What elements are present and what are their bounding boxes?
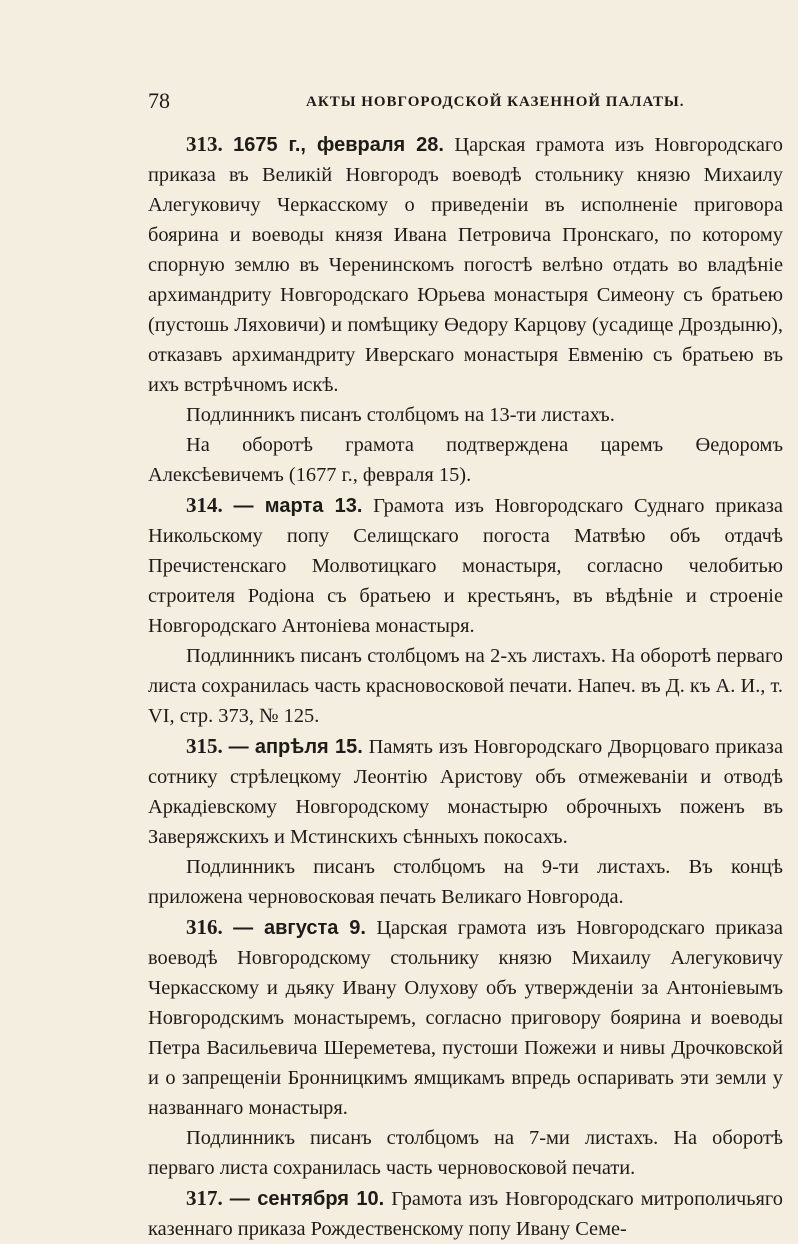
- entry-text: Царская грамота изъ Новгородскаго приказа въ Великій Новгородъ воеводѣ стольнику князю Михаилу Алегуковичу Черкасскому о приведеніи въ исполненіе приговора боярина и воеводы князя Ивана Петровича Пронскаго, по которому спорную землю въ Черенинскомъ погостѣ велѣно отдать во владѣніе архимандриту Новгородскаго Юрьева монастыря Симеону съ братьею (пустошь Ляховичи) и помѣщику Өедору Карцову (усадище Дроздыню), отказавъ архимандриту Иверскаго монастыря Евменію съ братьею въ ихъ встрѣчномъ искѣ.: [148, 134, 783, 396]
- entry-313-note-2: На оборотѣ грамота подтверждена царемъ Өедоромъ Алексѣевичемъ (1677 г., февраля 15).: [148, 434, 783, 486]
- entry-text: Царская грамота изъ Новгородскаго приказа воеводѣ Новгородскому стольнику князю Михаилу Алегуковичу Черкасскому и дьяку Ивану Олухову объ утвержденіи за Антоніевымъ Новгородскимъ монастыремъ, согласно приговору боярина и воеводы Петра Васильевича Шереметева, пустоши Пожежи и нивы Дрочковской и о запрещеніи Бронницкимъ ямщикамъ впредь оспаривать эти земли у названнаго монастыря.: [148, 917, 783, 1119]
- body-text: [148, 129, 783, 1244]
- entry-316: [148, 912, 783, 1123]
- running-title: АКТЫ НОВГОРОДСКОЙ КАЗЕННОЙ ПАЛАТЫ.: [306, 94, 685, 110]
- page-number: 78: [148, 88, 170, 113]
- entry-text: Грамота изъ Новгородскаго митрополичьяго казеннаго приказа Рождественскому попу Ивану Семе-: [148, 1188, 783, 1240]
- entry-text: Грамота изъ Новгородскаго Суднаго приказа Никольскому попу Селищскаго погоста Матвѣю объ отдачѣ Пречистенскаго Молвотицкаго монастыря, согласно челобитью строителя Родіона съ братьею и крестьянъ, въ вѣдѣніе и строеніе Новгородскаго Антоніева монастыря.: [148, 495, 783, 637]
- entry-date: 1675 г., февраля 28.: [233, 134, 444, 156]
- entry-314: [148, 490, 783, 641]
- entry-number: 313.: [186, 132, 223, 156]
- entry-text: Память изъ Новгородскаго Дворцоваго приказа сотнику стрѣлецкому Леонтію Аристову объ отмежеваніи и отводѣ Аркадіевскому Новгородскому монастырю оброчныхъ поженъ въ Заверяжскихъ и Мстинскихъ сѣнныхъ покосахъ.: [148, 736, 783, 848]
- entry-date: — апрѣля 15.: [228, 736, 363, 758]
- entry-315-note-1: Подлинникъ писанъ столбцомъ на 9-ти листахъ. Въ концѣ приложена черновосковая печать Великаго Новгорода.: [148, 856, 783, 908]
- entry-317: [148, 1183, 783, 1244]
- entry-313: [148, 129, 783, 400]
- entry-315: [148, 731, 783, 852]
- entry-316-note-1: Подлинникъ писанъ столбцомъ на 7-ми листахъ. На оборотѣ перваго листа сохранилась часть черновосковой печати.: [148, 1127, 783, 1179]
- entry-314-note-1: Подлинникъ писанъ столбцомъ на 2-хъ листахъ. На оборотѣ перваго листа сохранилась часть красновосковой печати. Напеч. въ Д. къ А. И., т. VI, стр. 373, № 125.: [148, 645, 783, 727]
- entry-number: 315.: [186, 734, 223, 758]
- entry-number: 316.: [186, 915, 223, 939]
- page-header: [148, 86, 776, 116]
- entry-date: — марта 13.: [233, 495, 363, 517]
- entry-number: 314.: [186, 493, 223, 517]
- entry-date: — августа 9.: [233, 917, 366, 939]
- entry-number: 317.: [186, 1186, 223, 1210]
- entry-313-note-1: Подлинникъ писанъ столбцомъ на 13-ти листахъ.: [186, 404, 615, 426]
- entry-date: — сентября 10.: [229, 1188, 385, 1210]
